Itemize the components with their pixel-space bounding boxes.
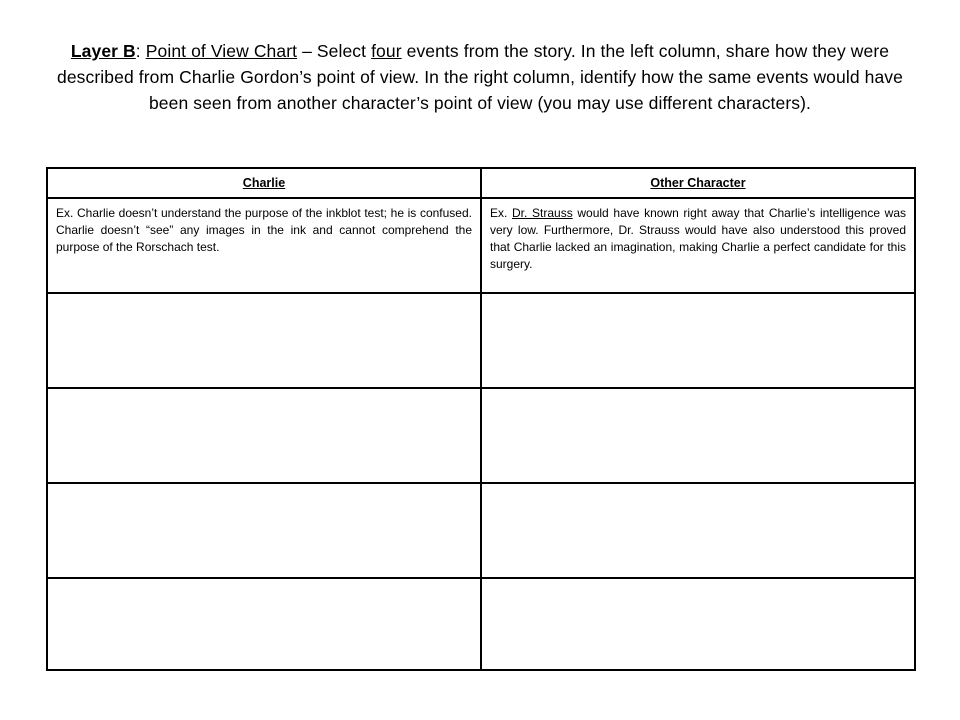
layer-label: Layer B (70, 41, 136, 61)
table-header-row (47, 168, 915, 198)
table-row (47, 578, 915, 670)
heading-dash: – Select (297, 41, 372, 61)
example-row (47, 198, 915, 293)
heading-instructions: events from the story. In the left column, share how they were described from Charlie Gordon’s point of view. In the right column, identify how the same events would have been seen from another character’s point of view (you may use different characters). (57, 41, 903, 113)
example-explanation: would have known right away that Charlie’s intelligence was very low. Furthermore, Dr. Strauss would have also understood this proved that Charlie lacked an imagination, making Charlie a perfect candidate for this surgery. (490, 206, 906, 271)
other-character-answer-cell[interactable] (481, 578, 915, 670)
column-header-charlie: Charlie (47, 168, 481, 198)
heading-colon: : (135, 41, 141, 61)
example-other-character-cell (481, 198, 915, 293)
count-word: four (371, 41, 402, 61)
other-character-answer-cell[interactable] (481, 388, 915, 483)
point-of-view-table (46, 167, 916, 671)
charlie-answer-cell[interactable] (47, 578, 481, 670)
table-row (47, 293, 915, 388)
table-row (47, 483, 915, 578)
other-character-answer-cell[interactable] (481, 483, 915, 578)
table-row (47, 388, 915, 483)
other-character-answer-cell[interactable] (481, 293, 915, 388)
example-prefix: Ex. (490, 206, 513, 220)
example-character-name: Dr. Strauss (512, 206, 573, 220)
charlie-answer-cell[interactable] (47, 293, 481, 388)
worksheet-heading (40, 38, 920, 116)
charlie-answer-cell[interactable] (47, 483, 481, 578)
example-charlie-cell: Ex. Charlie doesn’t understand the purpose of the inkblot test; he is confused. Charlie doesn’t “see” any images in the ink and cannot comprehend the purpose of the Rorschach test. (47, 198, 481, 293)
column-header-other-character: Other Character (481, 168, 915, 198)
chart-name: Point of View Chart (145, 41, 298, 61)
charlie-answer-cell[interactable] (47, 388, 481, 483)
